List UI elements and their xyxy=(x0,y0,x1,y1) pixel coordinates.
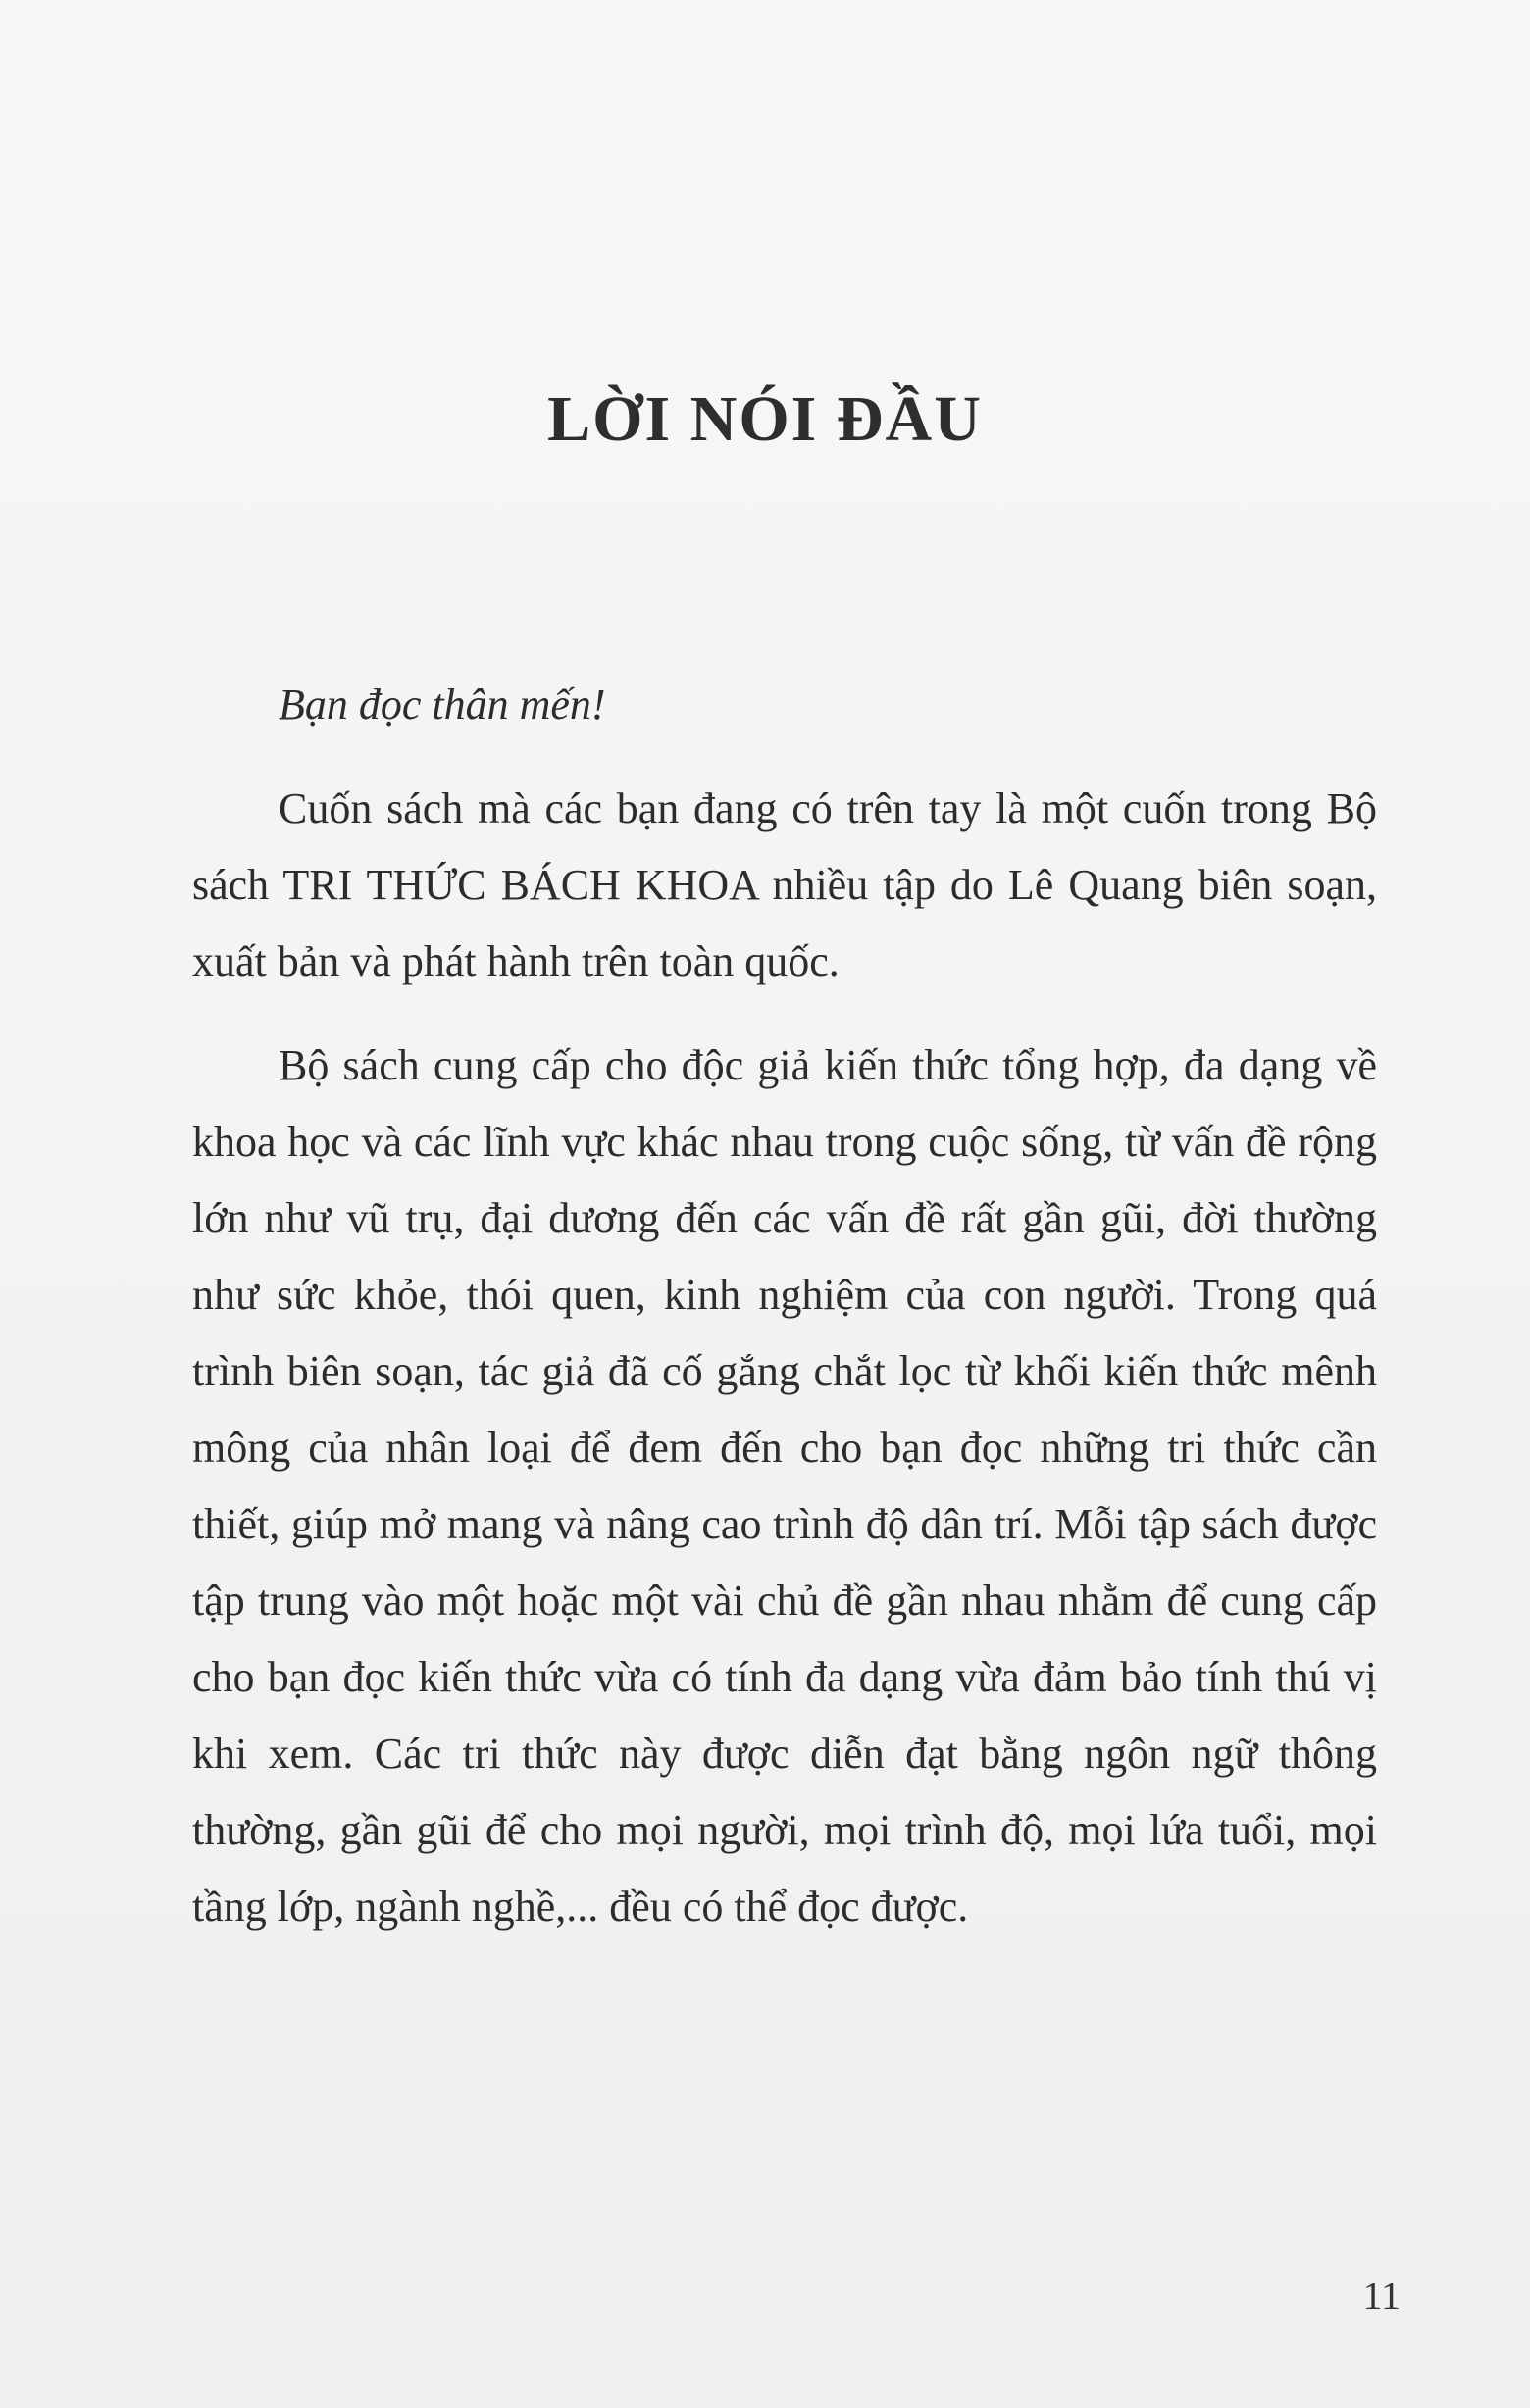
paragraph-2: Bộ sách cung cấp cho độc giả kiến thức tổng hợp, đa dạng về khoa học và các lĩnh vực khác nhau trong cuộc sống, từ vấn đề rộng lớn như vũ trụ, đại dương đến các vấn đề rất gần gũi, đời thường như sức khỏe, thói quen, kinh nghiệm của con người. Trong quá trình biên soạn, tác giả đã cố gắng chắt lọc từ khối kiến thức mênh mông của nhân loại để đem đến cho bạn đọc những tri thức cần thiết, giúp mở mang và nâng cao trình độ dân trí. Mỗi tập sách được tập trung vào một hoặc một vài chủ đề gần nhau nhằm để cung cấp cho bạn đọc kiến thức vừa có tính đa dạng vừa đảm bảo tính thú vị khi xem. Các tri thức này được diễn đạt bằng ngôn ngữ thông thường, gần gũi để cho mọi người, mọi trình độ, mọi lứa tuổi, mọi tầng lớp, ngành nghề,... đều có thể đọc được. xyxy=(192,1041,1377,1931)
paragraph-1: Cuốn sách mà các bạn đang có trên tay là một cuốn trong Bộ sách TRI THỨC BÁCH KHOA nhiều tập do Lê Quang biên soạn, xuất bản và phát hành trên toàn quốc. xyxy=(192,784,1377,985)
page-title: LỜI NÓI ĐẦU xyxy=(547,383,983,455)
page-number: 11 xyxy=(1362,2274,1401,2318)
preface-body xyxy=(192,667,1377,1973)
greeting-line: Bạn đọc thân mến! xyxy=(279,680,606,728)
